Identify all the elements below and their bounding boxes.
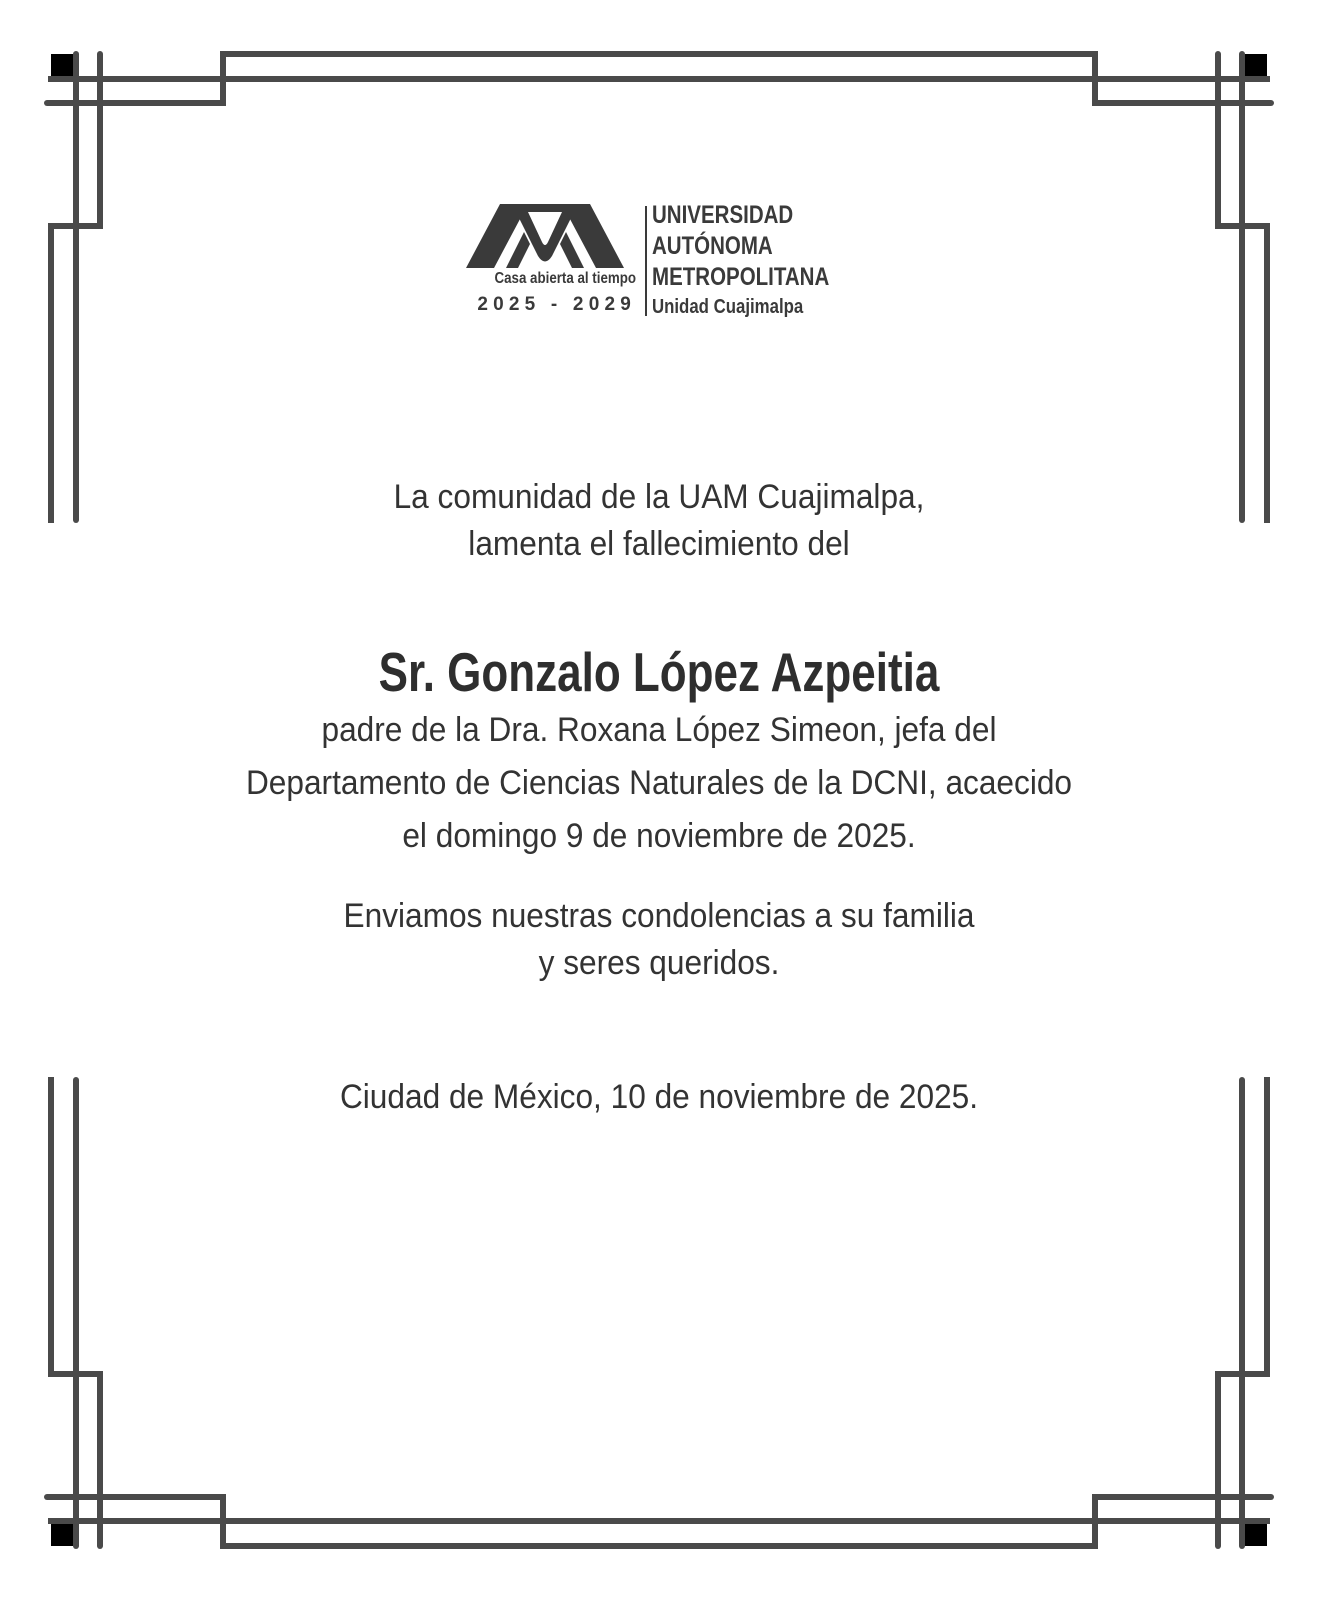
university-name-line: UNIVERSIDAD: [652, 201, 794, 229]
uam-logo-mark-icon: [466, 204, 624, 268]
corner-bottom-left: [47, 1080, 660, 1546]
place-date: Ciudad de México, 10 de noviembre de 2025.: [339, 1078, 979, 1116]
condolences-text: [0, 893, 1318, 987]
university-unit: Unidad Cuajimalpa: [652, 296, 804, 318]
deceased-name-block: [0, 640, 1318, 704]
university-name-line: METROPOLITANA: [652, 263, 830, 291]
intro-line: lamenta el fallecimiento del: [468, 525, 850, 563]
intro-line: La comunidad de la UAM Cuajimalpa,: [393, 478, 925, 516]
university-name: [652, 200, 868, 320]
university-name-line: AUTÓNOMA: [652, 232, 773, 260]
detail-text: [0, 704, 1318, 863]
detail-line: padre de la Dra. Roxana López Simeon, jefa del: [321, 711, 997, 749]
condolences-line: y seres queridos.: [538, 944, 780, 982]
place-date-block: [0, 1074, 1318, 1121]
logo-divider: [645, 206, 647, 316]
uam-logo: [460, 198, 860, 322]
logo-years: 2025 - 2029: [477, 294, 636, 315]
detail-line: Departamento de Ciencias Naturales de la DCNI, acaecido: [245, 764, 1073, 802]
intro-text: [0, 474, 1318, 568]
condolences-line: Enviamos nuestras condolencias a su familia: [343, 897, 975, 935]
detail-line: el domingo 9 de noviembre de 2025.: [402, 817, 916, 855]
deceased-name: Sr. Gonzalo López Azpeitia: [378, 641, 940, 703]
logo-tagline: Casa abierta al tiempo: [494, 270, 636, 287]
corner-bottom-right: [658, 1080, 1271, 1546]
